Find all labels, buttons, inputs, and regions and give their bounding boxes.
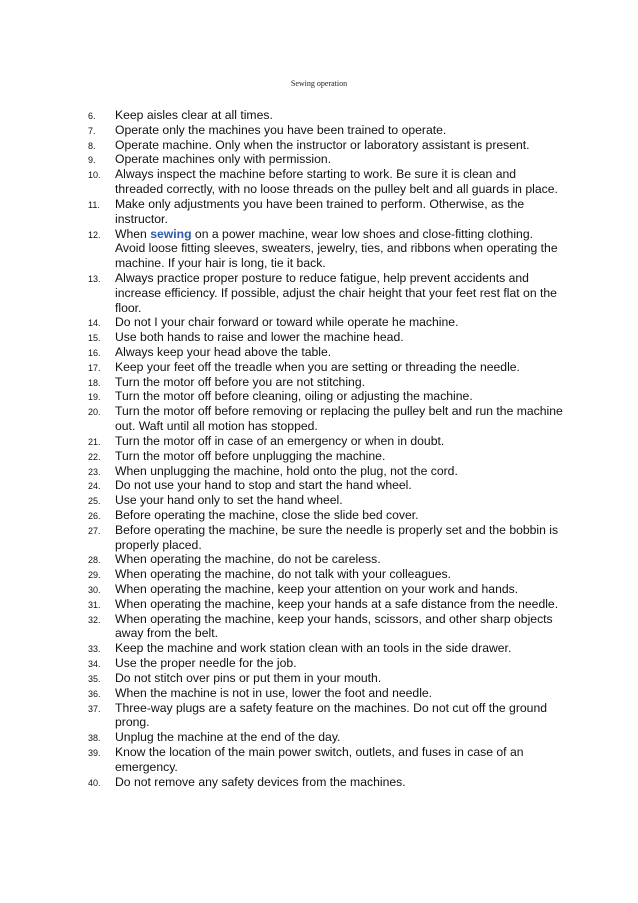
list-item-text: Turn the motor off before you are not stitching. [115, 374, 365, 389]
list-item-number: 23. [88, 466, 101, 477]
page-header: Sewing operation [290, 79, 348, 88]
list-item-number: 12. [88, 229, 101, 240]
list-item-number: 16. [88, 348, 101, 358]
list-item-text: Do not use your hand to stop and start the hand wheel. [115, 478, 412, 493]
list-item [88, 552, 564, 567]
list-item [88, 360, 564, 375]
list-item-number: 22. [88, 451, 101, 462]
list-item [88, 701, 564, 731]
list-item-text: Do not stitch over pins or put them in your mouth. [115, 670, 382, 685]
list-item-number: 37. [88, 703, 101, 714]
list-item [88, 404, 564, 434]
list-item [88, 671, 564, 686]
list-item-number: 9. [88, 155, 96, 166]
list-item-text: Turn the motor off before cleaning, oiling or adjusting the machine. [115, 389, 473, 404]
list-item [88, 523, 564, 553]
list-item [88, 612, 564, 642]
list-item-text: When the machine is not in use, lower the foot and needle. [115, 685, 433, 700]
list-item-text: Operate only the machines you have been trained to operate. [115, 122, 447, 137]
list-item [88, 775, 564, 790]
list-item [88, 567, 564, 582]
list-item-text: Use your hand only to set the hand wheel. [115, 493, 343, 508]
list-item-text: When unplugging the machine, hold onto the plug, not the cord. [115, 463, 458, 478]
list-item [88, 582, 564, 597]
list-item [88, 745, 564, 775]
list-item-number: 40. [88, 777, 101, 788]
list-item-text-part: When [115, 226, 151, 241]
list-item [88, 686, 564, 701]
list-item [88, 138, 564, 153]
list-item-number: 26. [88, 510, 101, 521]
list-item-text: Do not I your chair forward or toward while operate he machine. [115, 315, 459, 330]
list-item [88, 227, 564, 271]
list-item-text: Before operating the machine, be sure the needle is properly set and the bobbin is properly placed. [115, 522, 559, 552]
list-item-number: 32. [88, 614, 101, 625]
list-item [88, 641, 564, 656]
list-item-number: 36. [88, 688, 101, 699]
list-item [88, 108, 564, 123]
list-item-number: 14. [88, 318, 101, 329]
list-item-text: Operate machines only with permission. [115, 152, 332, 167]
list-item-number: 25. [88, 496, 101, 507]
list-item [88, 508, 564, 523]
list-item-number: 8. [88, 140, 96, 151]
list-item [88, 493, 564, 508]
list-item-number: 35. [88, 673, 101, 684]
list-item-number: 30. [88, 585, 101, 595]
list-item [88, 330, 564, 345]
list-item-text: When operating the machine, keep your hands at a safe distance from the needle. [115, 596, 559, 611]
list-item-text: Unplug the machine at the end of the day. [115, 730, 341, 745]
list-item-number: 18. [88, 377, 101, 388]
list-item-text: Use the proper needle for the job. [115, 656, 297, 671]
list-item [88, 375, 564, 390]
list-item-number: 38. [88, 733, 101, 744]
safety-rules-list [88, 108, 564, 789]
list-item [88, 271, 564, 315]
list-item [88, 478, 564, 493]
list-item-text: Make only adjustments you have been trained to perform. Otherwise, as the instructor. [115, 196, 525, 226]
list-item-number: 15. [88, 333, 101, 344]
keyword-link[interactable]: sewing [150, 226, 192, 241]
list-item [88, 730, 564, 745]
list-item-text: Turn the motor off before removing or replacing the pulley belt and run the machine out. Waft until all motion has stopped. [115, 404, 563, 434]
list-item [88, 434, 564, 449]
list-item-number: 27. [88, 525, 101, 536]
list-item-text: When operating the machine, do not talk with your colleagues. [115, 567, 452, 582]
list-item [88, 167, 564, 197]
list-item-number: 39. [88, 747, 101, 758]
list-item-text: Always inspect the machine before starting to work. Be sure it is clean and threaded correctly, with no loose threads on the pulley belt and all guards in place. [115, 167, 558, 197]
list-item-number: 29. [88, 570, 101, 581]
list-item-number: 13. [88, 273, 101, 284]
list-item-text-part: on a power machine, wear low shoes and close-fitting clothing. Avoid loose fitting sleeves, sweaters, jewelry, ties, and ribbons when operating the machine. If your hair is long, tie it back. [115, 226, 558, 271]
list-item-text: Do not remove any safety devices from the machines. [115, 774, 406, 789]
list-item [88, 123, 564, 138]
list-item-number: 17. [88, 362, 101, 373]
list-item-text: Operate machine. Only when the instructor or laboratory assistant is present. [115, 137, 530, 152]
list-item [88, 197, 564, 227]
list-item-text: Always keep your head above the table. [115, 345, 332, 359]
list-item-number: 33. [88, 644, 101, 655]
list-item [88, 152, 564, 167]
list-item-text: Know the location of the main power switch, outlets, and fuses in case of an emergency. [115, 744, 524, 774]
list-item-text: When operating the machine, keep your hands, scissors, and other sharp objects away from the belt. [115, 611, 553, 641]
list-item-text: Turn the motor off in case of an emergency or when in doubt. [115, 433, 445, 448]
list-item [88, 449, 564, 464]
list-item-text: Always practice proper posture to reduce fatigue, help prevent accidents and increase efficiency. If possible, adjust the chair height that your feet rest flat on the floor. [115, 270, 557, 315]
list-item-text: When operating the machine, keep your attention on your work and hands. [115, 582, 519, 596]
list-item-number: 24. [88, 481, 101, 492]
list-item-number: 34. [88, 659, 101, 670]
list-item-text: Turn the motor off before unplugging the machine. [115, 448, 386, 463]
list-item-text: Keep your feet off the treadle when you are setting or threading the needle. [115, 359, 520, 374]
list-item [88, 656, 564, 671]
list-item-number: 20. [88, 407, 101, 418]
list-item-number: 28. [88, 555, 101, 566]
list-item-number: 10. [88, 170, 101, 181]
list-item [88, 345, 564, 360]
list-item-number: 21. [88, 436, 101, 447]
list-item [88, 315, 564, 330]
list-item [88, 464, 564, 479]
list-item-number: 11. [88, 199, 100, 210]
list-item-number: 7. [88, 125, 96, 136]
list-item-text: Three-way plugs are a safety feature on the machines. Do not cut off the ground prong. [115, 700, 548, 730]
list-item-text: Keep the machine and work station clean with an tools in the side drawer. [115, 641, 512, 656]
list-item-text: Before operating the machine, close the slide bed cover. [115, 507, 419, 522]
list-item-number: 19. [88, 392, 101, 403]
list-item [88, 597, 564, 612]
list-item-number: 6. [88, 111, 96, 121]
list-item-text [115, 227, 564, 271]
list-item [88, 389, 564, 404]
list-item-text: Use both hands to raise and lower the machine head. [115, 330, 404, 345]
list-item-text: When operating the machine, do not be careless. [115, 552, 381, 567]
list-item-text: Keep aisles clear at all times. [115, 108, 273, 122]
list-item-number: 31. [88, 599, 101, 610]
